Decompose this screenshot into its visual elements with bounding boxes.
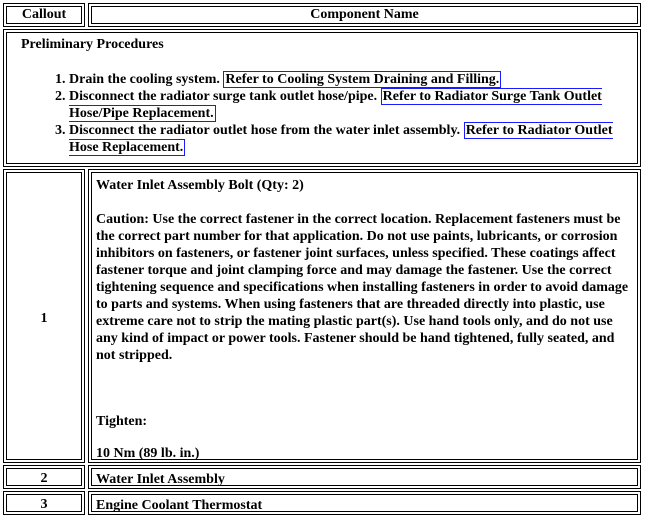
step-text: Disconnect the radiator outlet hose from the water inlet assembly. xyxy=(69,123,464,138)
caution-text: Caution: Use the correct fastener in the correct location. Replacement fasteners must be the correct part number for that application. Do not use paints, lubricants, or corrosion inhibitors on fasteners, or fastener joint surfaces, unless specified. These coatings affect fastener torque and joint clamping force and may damage the fastener. Use the correct tightening sequence and specifications when installing fasteners in order to avoid damage to parts and systems. When using fasteners that are threaded directly into plastic, use extreme care not to strip the mating plastic part(s). Use hand tools only, and do not use any kind of impact or power tools. Fastener should be hand tightened, fully seated, and not stripped. xyxy=(96,212,629,363)
row-1-component-cell xyxy=(88,169,641,463)
step-text: Disconnect the radiator surge tank outlet hose/pipe. xyxy=(69,89,381,104)
component-name: Water Inlet Assembly Bolt (Qty: 2) xyxy=(96,178,304,193)
row-2-component-cell xyxy=(88,465,641,489)
torque-spec: 10 Nm (89 lb. in.) xyxy=(96,446,200,461)
callout-number: 3 xyxy=(40,497,48,512)
refer-link-radiator-outlet-hose[interactable]: Refer to Radiator Outlet Hose Replacement. xyxy=(69,123,613,155)
preliminary-title: Preliminary Procedures xyxy=(21,37,164,52)
step-text: Drain the cooling system. xyxy=(69,72,224,87)
header-callout-label: Callout xyxy=(21,7,67,22)
callout-number: 2 xyxy=(40,471,48,486)
preliminary-step-2 xyxy=(69,88,629,122)
callout-number: 1 xyxy=(40,311,48,326)
component-name: Engine Coolant Thermostat xyxy=(96,498,263,513)
row-3-callout-cell xyxy=(3,491,85,515)
tighten-label: Tighten: xyxy=(96,414,148,429)
header-callout-cell xyxy=(3,3,85,27)
preliminary-steps-list xyxy=(27,71,629,156)
refer-link-surge-tank-hose[interactable]: Refer to Radiator Surge Tank Outlet Hose/Pipe Replacement. xyxy=(69,89,602,121)
header-component-label: Component Name xyxy=(310,7,419,22)
header-component-cell xyxy=(88,3,641,27)
row-2-callout-cell xyxy=(3,465,85,489)
row-1-callout-cell xyxy=(3,169,85,463)
preliminary-step-3 xyxy=(69,122,629,156)
row-3-component-cell xyxy=(88,491,641,515)
preliminary-procedures-section xyxy=(3,29,641,167)
refer-link-cooling-draining[interactable]: Refer to Cooling System Draining and Filling. xyxy=(225,72,500,87)
component-name: Water Inlet Assembly xyxy=(96,472,225,487)
preliminary-step-1 xyxy=(69,71,629,88)
